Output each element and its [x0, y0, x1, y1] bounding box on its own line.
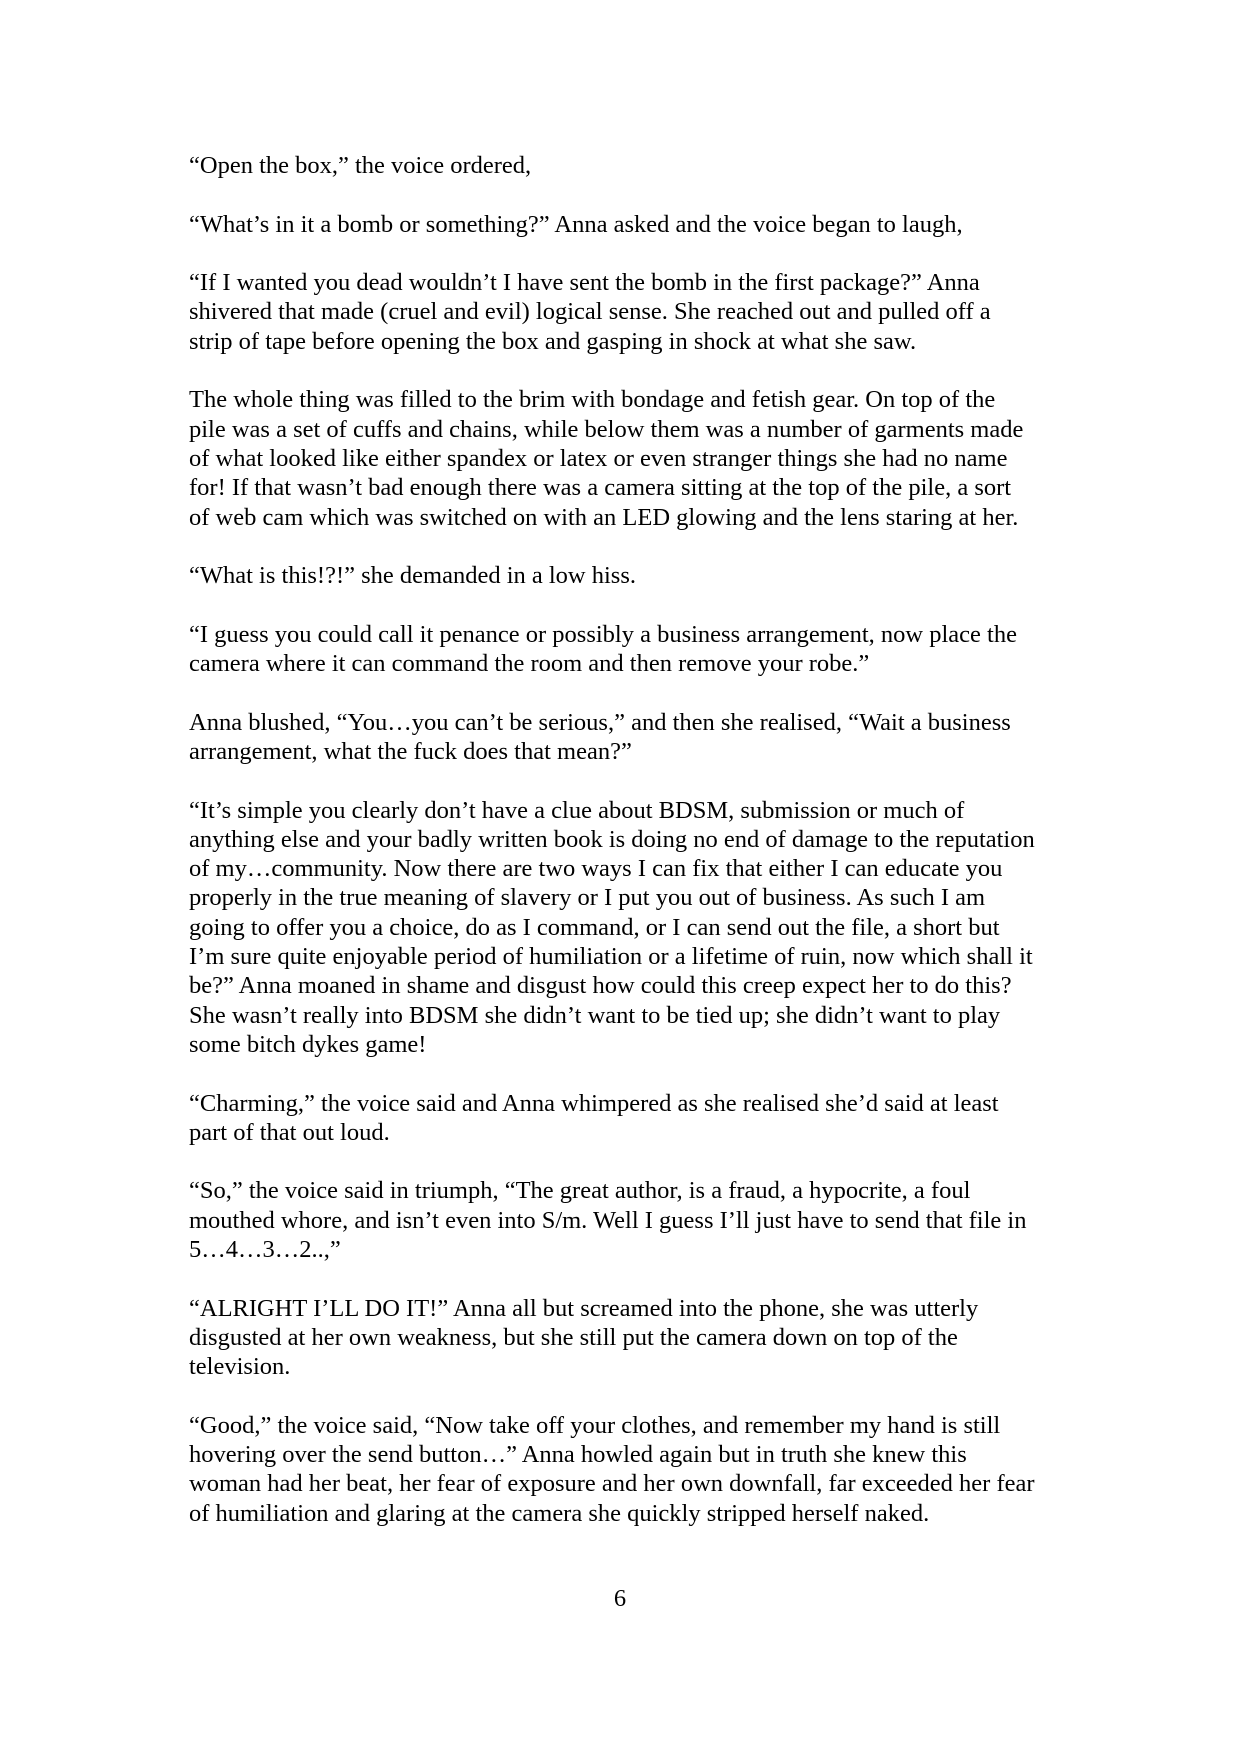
text-line: “Charming,” the voice said and Anna whimpered as she realised she’d said at least: [189, 1089, 999, 1117]
text-line: of web cam which was switched on with an LED glowing and the lens staring at her.: [189, 503, 1019, 531]
paragraph: [189, 708, 1069, 767]
text-line: part of that out loud.: [189, 1118, 390, 1146]
text-line: shivered that made (cruel and evil) logical sense. She reached out and pulled off a: [189, 298, 991, 326]
paragraph: [189, 561, 1069, 590]
text-line: some bitch dykes game!: [189, 1030, 427, 1058]
page-body: [189, 151, 1069, 1557]
text-line: woman had her beat, her fear of exposure and her own downfall, far exceeded her fear: [189, 1470, 1035, 1498]
text-line: pile was a set of cuffs and chains, while below them was a number of garments made: [189, 415, 1024, 443]
paragraph: [189, 385, 1069, 531]
text-line: of humiliation and glaring at the camera she quickly stripped herself naked.: [189, 1499, 930, 1527]
text-line: of what looked like either spandex or latex or even stranger things she had no name: [189, 444, 1008, 472]
paragraph: [189, 268, 1069, 356]
paragraph: [189, 1294, 1069, 1382]
text-line: “Good,” the voice said, “Now take off your clothes, and remember my hand is still: [189, 1411, 1001, 1439]
text-line: She wasn’t really into BDSM she didn’t want to be tied up; she didn’t want to play: [189, 1001, 1001, 1029]
text-line: disgusted at her own weakness, but she still put the camera down on top of the: [189, 1323, 958, 1351]
text-line: “What’s in it a bomb or something?” Anna asked and the voice began to laugh,: [189, 210, 963, 238]
text-line: for! If that wasn’t bad enough there was a camera sitting at the top of the pile, a sort: [189, 474, 1012, 502]
text-line: be?” Anna moaned in shame and disgust how could this creep expect her to do this?: [189, 972, 1012, 1000]
text-line: “It’s simple you clearly don’t have a clue about BDSM, submission or much of: [189, 796, 965, 824]
text-line: “ALRIGHT I’LL DO IT!” Anna all but screamed into the phone, she was utterly: [189, 1294, 979, 1322]
text-line: I’m sure quite enjoyable period of humiliation or a lifetime of ruin, now which shall it: [189, 943, 1033, 971]
text-line: television.: [189, 1353, 291, 1381]
paragraph: [189, 1411, 1069, 1528]
text-line: properly in the true meaning of slavery or I put you out of business. As such I am: [189, 884, 986, 912]
text-line: strip of tape before opening the box and gasping in shock at what she saw.: [189, 327, 917, 355]
text-line: going to offer you a choice, do as I command, or I can send out the file, a short but: [189, 913, 1000, 941]
text-line: “Open the box,” the voice ordered,: [189, 152, 532, 179]
text-line: “So,” the voice said in triumph, “The great author, is a fraud, a hypocrite, a foul: [189, 1177, 971, 1205]
text-line: anything else and your badly written book is doing no end of damage to the reputation: [189, 825, 1035, 853]
text-line: 5…4…3…2..,”: [189, 1235, 341, 1263]
text-line: hovering over the send button…” Anna howled again but in truth she knew this: [189, 1441, 967, 1469]
page-number: 6: [613, 1585, 627, 1612]
text-line: arrangement, what the fuck does that mean?”: [189, 737, 632, 765]
text-line: camera where it can command the room and then remove your robe.”: [189, 650, 870, 678]
paragraph: [189, 620, 1069, 679]
text-line: “What is this!?!” she demanded in a low hiss.: [189, 562, 637, 590]
text-line: Anna blushed, “You…you can’t be serious,” and then she realised, “Wait a business: [189, 708, 1011, 736]
paragraph: [189, 210, 1069, 239]
paragraph: [189, 151, 1069, 180]
text-line: “I guess you could call it penance or possibly a business arrangement, now place the: [189, 620, 1017, 648]
text-line: mouthed whore, and isn’t even into S/m. Well I guess I’ll just have to send that file in: [189, 1206, 1027, 1234]
paragraph: [189, 796, 1069, 1060]
paragraph: [189, 1176, 1069, 1264]
paragraph: [189, 1089, 1069, 1148]
text-line: of my…community. Now there are two ways I can fix that either I can educate you: [189, 855, 1003, 883]
text-line: “If I wanted you dead wouldn’t I have sent the bomb in the first package?” Anna: [189, 269, 980, 297]
text-line: The whole thing was filled to the brim with bondage and fetish gear. On top of the: [189, 386, 996, 414]
